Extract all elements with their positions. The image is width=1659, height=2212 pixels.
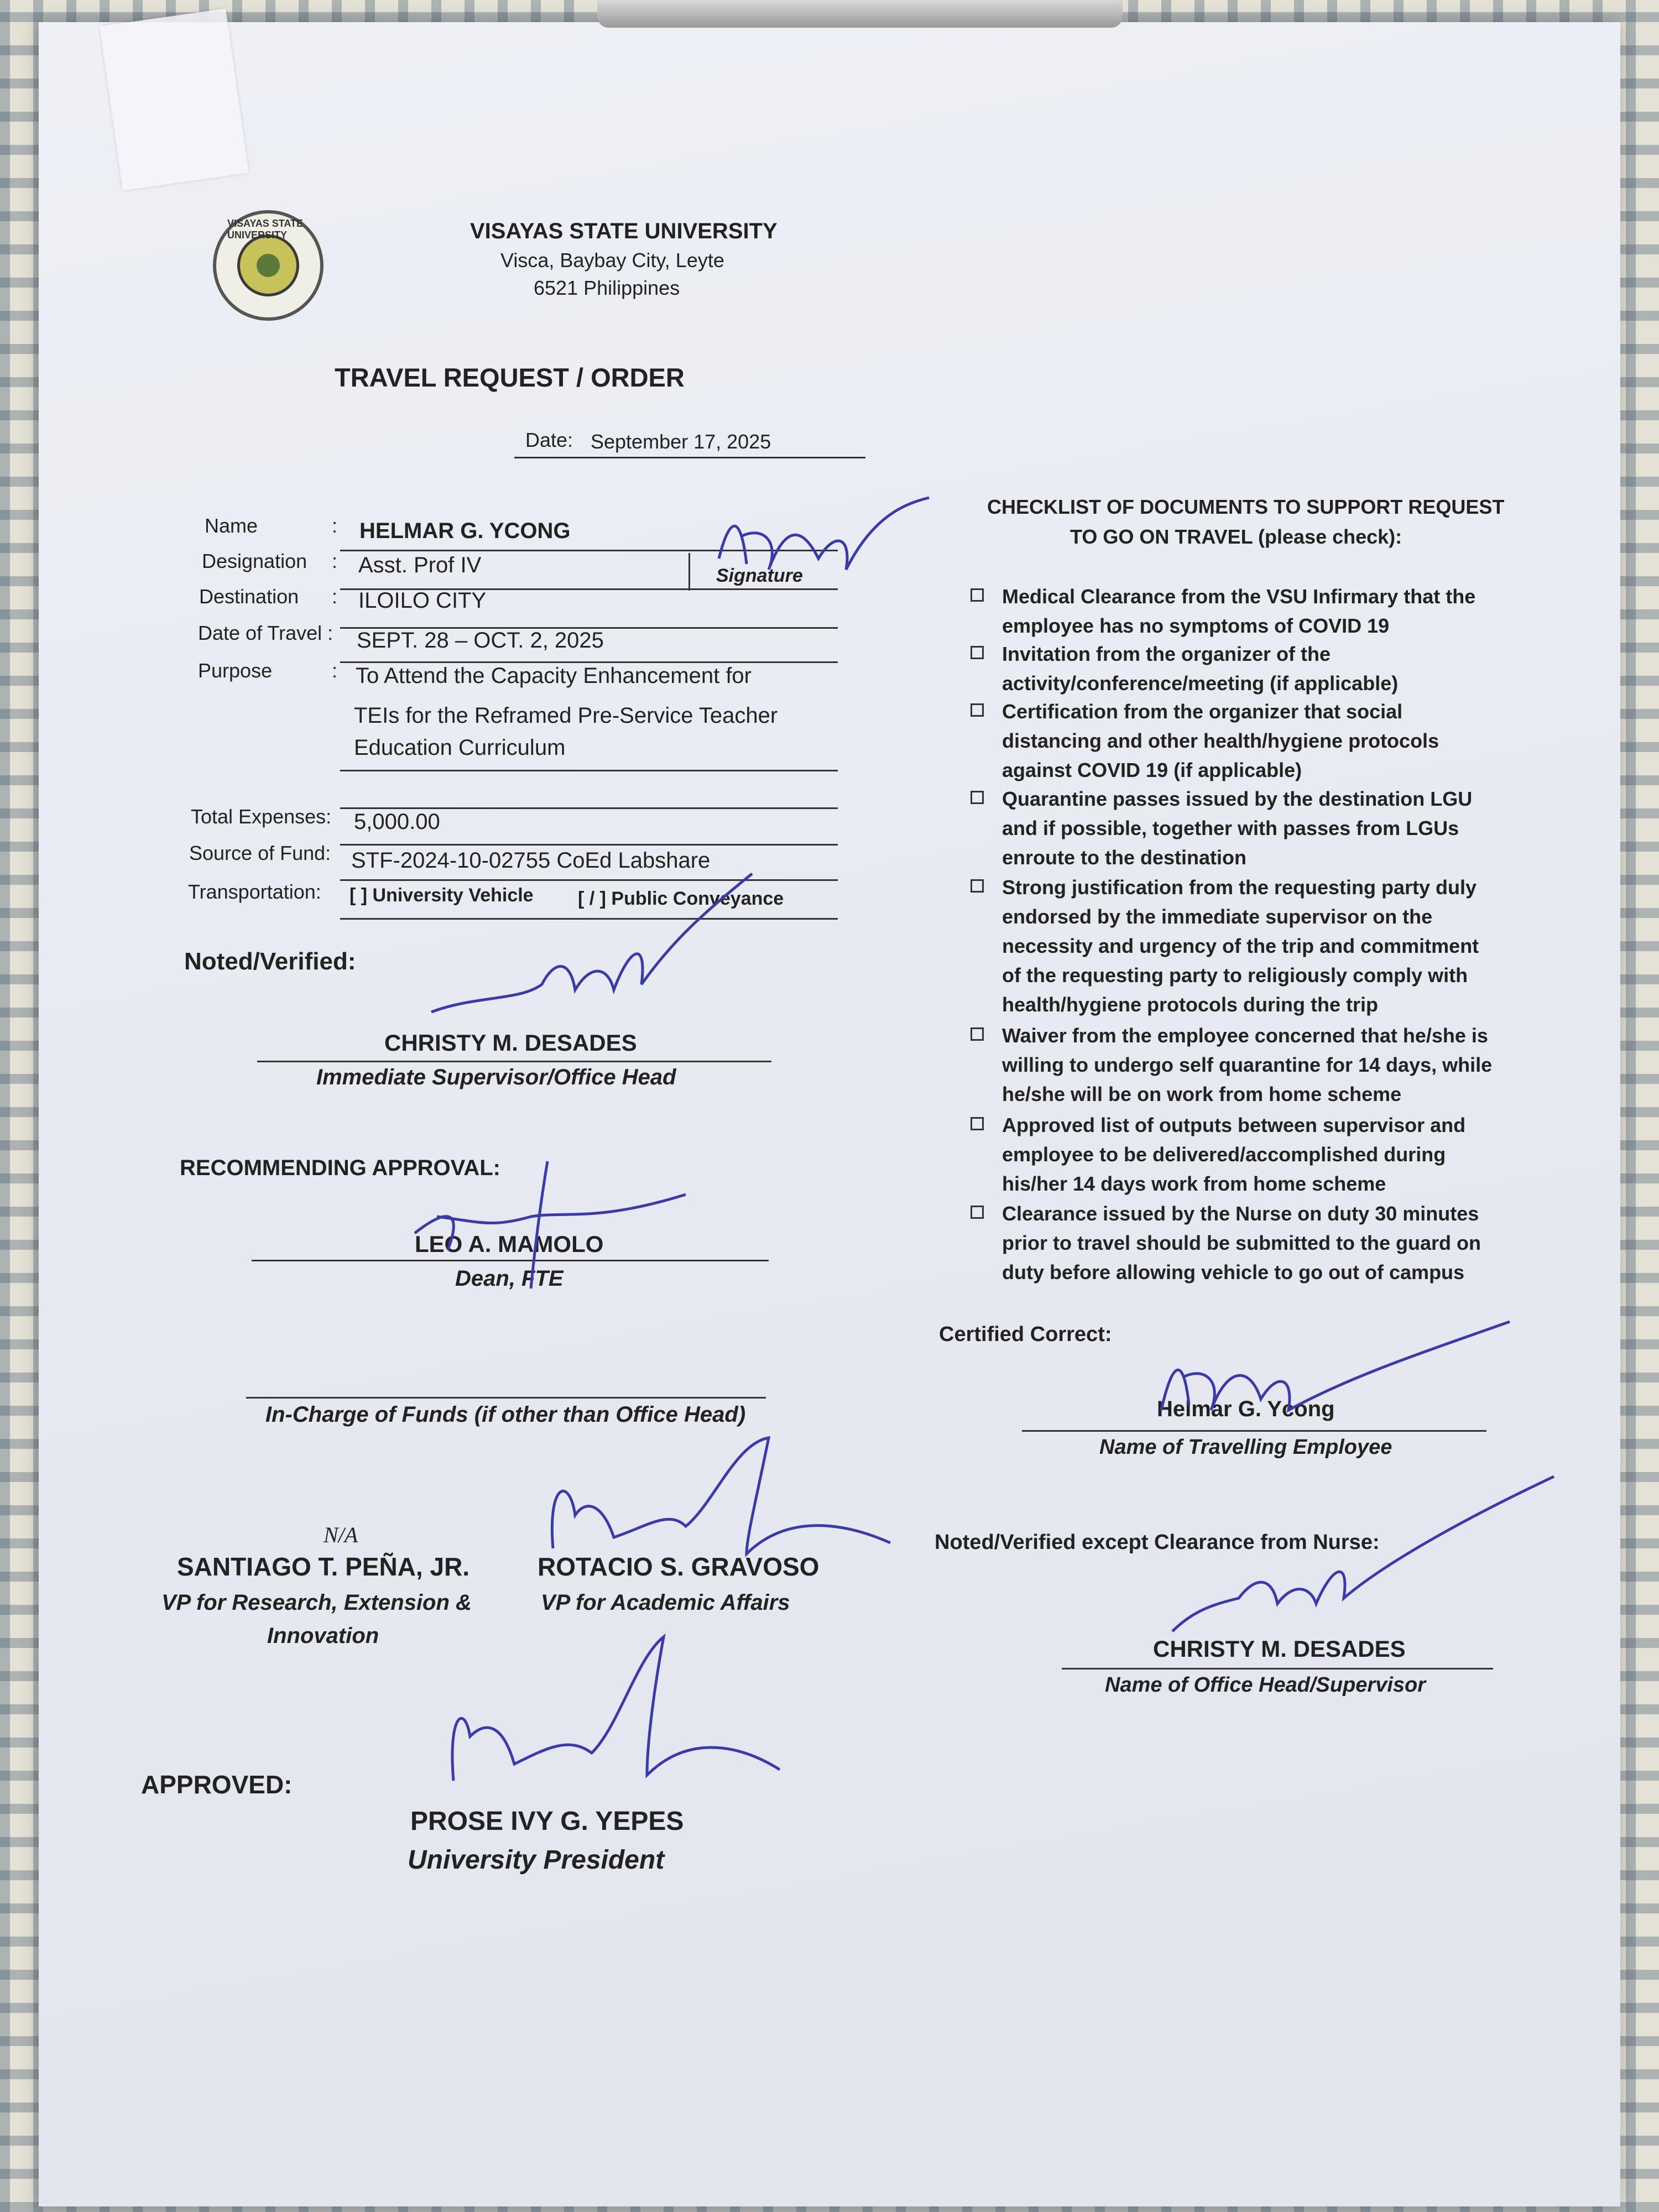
date-label: Date: — [525, 429, 573, 451]
recommending-approval-label: RECOMMENDING APPROVAL: — [180, 1156, 500, 1180]
address-line-2: 6521 Philippines — [534, 276, 680, 299]
checklist-item-text: employee has no symptoms of COVID 19 — [1002, 614, 1390, 637]
checkbox-icon[interactable] — [971, 879, 984, 893]
designation-value: Asst. Prof IV — [358, 553, 482, 577]
source-fund-label: Source of Fund: — [189, 842, 331, 864]
checklist-item-text: willing to undergo self quarantine for 14 days, while — [1002, 1053, 1493, 1076]
noted-verified-label: Noted/Verified: — [184, 948, 356, 975]
checklist-item-text: Quarantine passes issued by the destination LGU — [1002, 787, 1473, 810]
approved-label: APPROVED: — [141, 1770, 293, 1799]
total-expenses-value: 5,000.00 — [354, 810, 440, 834]
destination-label: Destination — [199, 585, 299, 608]
purpose-line-2: TEIs for the Reframed Pre-Service Teacher — [354, 703, 778, 728]
transport-label: Transportation: — [188, 880, 321, 903]
president-title: University President — [408, 1845, 665, 1875]
checklist-item-text: Waiver from the employee concerned that he/she is — [1002, 1024, 1488, 1047]
purpose-label: Purpose — [198, 659, 273, 682]
checklist-item-text: employee to be delivered/accomplished during — [1002, 1143, 1446, 1166]
name-label: Name — [205, 514, 258, 537]
checklist-item-text: health/hygiene protocols during the trip — [1002, 993, 1379, 1016]
noted-nurse-label: Noted/Verified except Clearance from Nurse: — [935, 1531, 1380, 1554]
supervisor-handwritten-signature — [409, 863, 796, 1040]
dean-name: LEO A. MAMOLO — [415, 1231, 604, 1257]
employee-handwritten-signature — [708, 492, 940, 603]
clipboard-clip-icon — [597, 0, 1123, 28]
tape-piece — [100, 8, 249, 190]
supervisor-signature-line — [257, 1061, 771, 1062]
purpose-underline-2 — [340, 807, 838, 809]
seal-text: VISAYAS STATE UNIVERSITY — [227, 218, 304, 241]
checklist-item-text: endorsed by the immediate supervisor on the — [1002, 905, 1433, 928]
date-value: September 17, 2025 — [591, 430, 771, 453]
checklist-item-text: Strong justification from the requesting party duly — [1002, 876, 1477, 899]
checklist-item-text: against COVID 19 (if applicable) — [1002, 759, 1302, 781]
checklist-item-text: Approved list of outputs between supervisor and — [1002, 1114, 1466, 1136]
president-handwritten-signature — [426, 1626, 791, 1792]
supervisor-title: Immediate Supervisor/Office Head — [316, 1065, 676, 1089]
checklist-item-text: activity/conference/meeting (if applicable) — [1002, 672, 1399, 695]
purpose-line-3: Education Curriculum — [354, 735, 566, 760]
checkbox-icon[interactable] — [971, 791, 984, 804]
name-colon: : — [332, 514, 338, 537]
checkbox-icon[interactable] — [971, 703, 984, 717]
dean-title: Dean, FTE — [455, 1266, 564, 1291]
employee-name: Helmar G. Ycong — [1157, 1397, 1335, 1421]
date-underline — [514, 457, 865, 458]
vp-research-title-line-2: Innovation — [267, 1624, 379, 1648]
checklist-item-text: of the requesting party to religiously comply with — [1002, 964, 1468, 987]
date-travel-underline — [340, 661, 838, 663]
signature-divider — [688, 553, 690, 591]
vp-research-na: N/A — [324, 1522, 358, 1547]
vp-academic-title: VP for Academic Affairs — [541, 1590, 790, 1615]
checklist-title-line-2: TO GO ON TRAVEL (please check): — [1070, 525, 1402, 548]
purpose-line-1: To Attend the Capacity Enhancement for — [356, 664, 752, 688]
checklist-item-text: and if possible, together with passes from LGUs — [1002, 817, 1459, 839]
form-title: TRAVEL REQUEST / ORDER — [335, 363, 685, 392]
vp-academic-handwritten-signature — [536, 1427, 901, 1571]
checklist-item-text: necessity and urgency of the trip and commitment — [1002, 935, 1479, 957]
date-travel-value: SEPT. 28 – OCT. 2, 2025 — [357, 628, 604, 653]
head-handwritten-signature — [1150, 1471, 1559, 1648]
date-travel-label: Date of Travel : — [198, 622, 333, 644]
supervisor-name: CHRISTY M. DESADES — [384, 1030, 637, 1056]
checklist-item-text: prior to travel should be submitted to the guard on — [1002, 1232, 1481, 1254]
purpose-underline-1 — [340, 770, 838, 771]
checklist-item-text: Clearance issued by the Nurse on duty 30 minutes — [1002, 1202, 1479, 1225]
president-name: PROSE IVY G. YEPES — [410, 1807, 684, 1836]
signature-label: Signature — [716, 565, 803, 586]
dean-handwritten-signature — [398, 1150, 708, 1294]
checkbox-icon[interactable] — [971, 1027, 984, 1041]
transport-option-public-conveyance: [ / ] Public Conveyance — [578, 888, 784, 909]
head-signature-line — [1062, 1668, 1493, 1670]
total-expenses-underline — [340, 844, 838, 846]
destination-colon: : — [332, 585, 338, 608]
total-expenses-label: Total Expenses: — [191, 805, 332, 828]
checklist-item-text: Invitation from the organizer of the — [1002, 643, 1331, 665]
funds-title: In-Charge of Funds (if other than Office Head) — [265, 1402, 746, 1427]
checkbox-icon[interactable] — [971, 1206, 984, 1219]
transport-option-university-vehicle: [ ] University Vehicle — [349, 885, 534, 906]
funds-signature-line — [246, 1397, 766, 1399]
vp-research-name: SANTIAGO T. PEÑA, JR. — [177, 1552, 470, 1581]
checklist-item-text: enroute to the destination — [1002, 846, 1247, 869]
checkbox-icon[interactable] — [971, 588, 984, 602]
checklist-item-text: duty before allowing vehicle to go out of campus — [1002, 1261, 1465, 1284]
checklist-item-text: Certification from the organizer that social — [1002, 700, 1403, 723]
checklist-item-text: his/her 14 days work from home scheme — [1002, 1172, 1386, 1195]
certified-correct-label: Certified Correct: — [939, 1323, 1112, 1346]
employee-certified-signature — [1150, 1316, 1515, 1438]
checkbox-icon[interactable] — [971, 646, 984, 659]
checklist-item-text: distancing and other health/hygiene protocols — [1002, 729, 1439, 752]
checklist-title-line-1: CHECKLIST OF DOCUMENTS TO SUPPORT REQUEST — [987, 495, 1505, 518]
employee-title: Name of Travelling Employee — [1099, 1436, 1392, 1459]
checkbox-icon[interactable] — [971, 1117, 984, 1130]
purpose-colon: : — [332, 659, 338, 682]
checklist-item-text: Medical Clearance from the VSU Infirmary that the — [1002, 585, 1476, 608]
designation-label: Designation — [202, 550, 307, 572]
head-name: CHRISTY M. DESADES — [1153, 1636, 1406, 1662]
destination-value: ILOILO CITY — [358, 588, 487, 613]
university-seal-icon — [213, 210, 324, 321]
address-line-1: Visca, Baybay City, Leyte — [500, 249, 724, 272]
designation-colon: : — [332, 550, 338, 572]
head-title: Name of Office Head/Supervisor — [1105, 1673, 1426, 1697]
vp-research-title-line-1: VP for Research, Extension & — [161, 1590, 472, 1615]
name-value: HELMAR G. YCONG — [359, 519, 571, 543]
source-fund-value: STF-2024-10-02755 CoEd Labshare — [351, 848, 711, 873]
university-name: VISAYAS STATE UNIVERSITY — [470, 219, 778, 243]
vp-academic-name: ROTACIO S. GRAVOSO — [538, 1552, 820, 1581]
checklist-item-text: he/she will be on work from home scheme — [1002, 1083, 1402, 1105]
